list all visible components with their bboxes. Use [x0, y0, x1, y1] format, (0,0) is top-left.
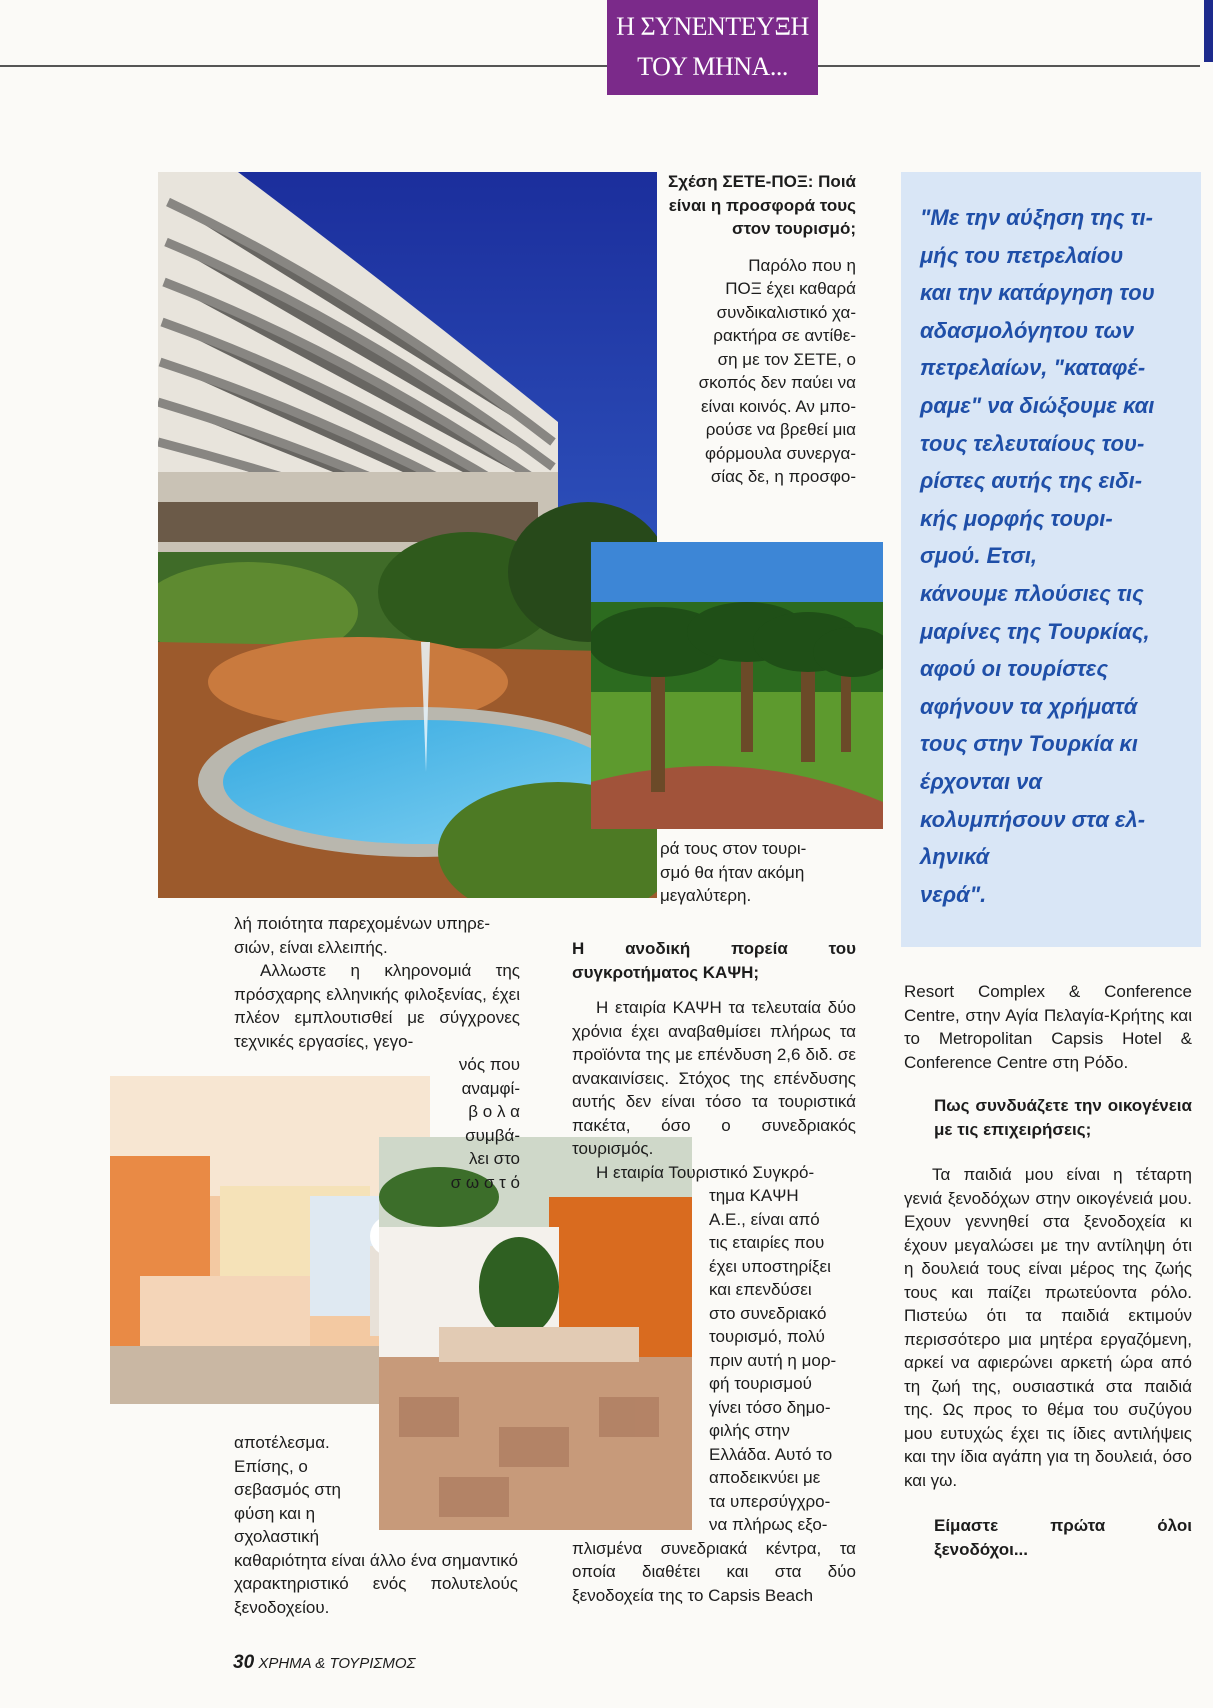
- banner-line-1: Η ΣΥΝΕΝΤΕΥΞΗ: [616, 12, 809, 41]
- left-line: σεβασμός στη: [234, 1480, 341, 1499]
- page-number: 30: [233, 1652, 255, 1673]
- answer-line: αποδεικνύει με: [709, 1468, 821, 1487]
- left-line: λει στο: [469, 1149, 520, 1168]
- left-line: Επίσης, ο: [234, 1456, 308, 1476]
- question-heading: Σχέση ΣΕΤΕ-ΠΟΞ: Ποιά είναι η προσφορά τους στον τουρισμό;: [668, 172, 856, 238]
- pull-quote-line: τους τελευταίους του-: [920, 430, 1145, 456]
- pull-quote-line: αφού οι τουρίστες: [920, 656, 1109, 682]
- answer-line: τημα ΚΑΨΗ: [709, 1186, 799, 1205]
- answer-line: ρούσε να βρεθεί μια: [705, 420, 856, 439]
- palm-garden-photo: [591, 542, 883, 829]
- left-line: σιών, είναι ελλειπής.: [234, 937, 388, 957]
- pull-quote-line: πετρελαίων, "καταφέ-: [920, 355, 1146, 381]
- answer-line: και επενδύσει: [709, 1280, 812, 1299]
- banner-line-2: ΤΟΥ ΜΗΝΑ...: [637, 52, 788, 81]
- hotel-exterior-photo: [158, 172, 657, 898]
- q1-continuation: [660, 837, 856, 908]
- answer-line: έχει υποστηρίξει: [709, 1256, 831, 1276]
- left-line: β ο λ α: [468, 1102, 520, 1121]
- answer-line: ρακτήρα σε αντίθε-: [713, 326, 856, 345]
- answer-line: γίνει τόσο δημο-: [709, 1397, 831, 1417]
- pull-quote-line: ραμε" να διώξουμε και: [920, 392, 1155, 418]
- pull-quote-line: αφήνουν τα χρήματά: [920, 693, 1138, 719]
- answer-line: ρά τους στον τουρι-: [660, 839, 807, 858]
- answer-line: στο συνεδριακό: [709, 1303, 827, 1323]
- left-line: λή ποιότητα παρεχομένων υπηρε-: [234, 914, 491, 933]
- answer-paragraph-2-start: Η εταιρία Τουριστικό Συγκρό-: [596, 1162, 815, 1182]
- right-paragraph: Resort Complex & Conference Centre, στην Αγία Πελαγία-Κρήτης και το Metropolitan Capsis Hotel & Conference Centre στη Ρόδο.: [904, 982, 1192, 1072]
- pull-quote-line: μής του πετρελαίου: [920, 242, 1124, 268]
- answer-line: μεγαλύτερη.: [660, 886, 752, 905]
- pull-quote-line: ρίστες αυτής της ειδι-: [920, 468, 1143, 494]
- answer-line: σκοπός δεν παύει να: [698, 373, 856, 392]
- left-paragraph-end: καθαριότητα είναι άλλο ένα σημαντικό χαρακτηριστικό ενός πολυτελούς ξενοδοχείου.: [234, 1550, 518, 1617]
- answer-line: τις εταιρίες που: [709, 1233, 825, 1252]
- header-rule: [0, 65, 1200, 67]
- answer-line: ση με τον ΣΕΤΕ, ο: [717, 349, 856, 369]
- pull-quote-line: αδασμολόγητου των: [920, 317, 1135, 343]
- pull-quote-line: τους στην Τουρκία κι: [920, 731, 1138, 757]
- left-line: αποτέλεσμα.: [234, 1433, 330, 1452]
- answer-line: τουρισμό, πολύ: [709, 1327, 825, 1346]
- answer-line: ΠΟΞ έχει καθαρά: [725, 279, 856, 298]
- answer-line: φόρμουλα συνεργα-: [704, 443, 856, 463]
- answer-line: σίας δε, η προσφο-: [710, 467, 856, 486]
- pull-quote-line: "Με την αύξηση της τι-: [920, 205, 1153, 230]
- answer-line: φιλής στην: [709, 1421, 790, 1440]
- answer-line: Ελλάδα. Αυτό το: [709, 1444, 833, 1464]
- pull-quote-line: κής μορφής τουρι-: [920, 505, 1113, 531]
- pull-quote: [920, 199, 1182, 913]
- question-heading-3: Πως συνδυάζετε την οικογένεια με τις επιχειρήσεις;: [934, 1096, 1192, 1139]
- answer-line: Α.Ε., είναι από: [709, 1209, 820, 1229]
- page-footer: [233, 1652, 416, 1674]
- section-banner: [607, 0, 818, 95]
- pull-quote-line: και την κατάργηση του: [920, 280, 1155, 306]
- question-heading-2: Η ανοδική πορεία του συγκροτήματος ΚΑΨΗ;: [572, 939, 856, 982]
- left-column-bottom: [234, 1431, 518, 1619]
- left-column-top: [234, 912, 520, 1053]
- q2-block: [572, 937, 856, 1607]
- left-line: σχολαστική: [234, 1527, 320, 1546]
- answer-line: σμό θα ήταν ακόμη: [660, 862, 805, 882]
- page-edge-bar: [1204, 0, 1213, 62]
- left-paragraph: Αλλωστε η κληρονομιά της πρόσχαρης ελληνικής φιλοξενίας, έχει πλέον εμπλουτισθεί με σύγχρονες τεχνικές εργασίες, γεγο-: [234, 961, 520, 1051]
- magazine-name: ΧΡΗΜΑ & ΤΟΥΡΙΣΜΟΣ: [258, 1655, 416, 1672]
- pull-quote-line: κολυμπήσουν στα ελ-: [920, 806, 1146, 832]
- pull-quote-line: μαρίνες της Τουρκίας,: [920, 618, 1150, 644]
- answer-line: συνδικαλιστικό χα-: [716, 302, 856, 322]
- question-heading-4: Είμαστε πρώτα όλοι ξενοδόχοι...: [934, 1516, 1192, 1559]
- right-column: [904, 980, 1192, 1561]
- answer-line: τα υπερσύγχρο-: [709, 1491, 831, 1511]
- pull-quote-line: σμού. Ετσι,: [920, 543, 1038, 569]
- answer-paragraph-3: Τα παιδιά μου είναι η τέταρτη γενιά ξενοδόχων στην οικογένειά μου. Εχουν γεννηθεί στα ξενοδοχεία κι έχουν μεγαλώσει με την αντίληψη ότι η δουλειά τους είναι μέρος της ζωής τους και παίζει πρωτεύοντα ρόλο. Πιστεύω ότι τα παιδιά εκτιμούν περισσότερο μια μητέρα εργαζόμενη, αρκεί να αφιερώνει αρκετή ώρα από τη ζωή της, ουσιαστικά στα παιδιά της. Ως προς το θέμα του συζύγου μου ευτυχώς έχει τις ίδιες αντιλήψεις και την ίδια αγάπη για τη δουλειά, όσο και γω.: [904, 1165, 1192, 1490]
- left-line: συμβά-: [465, 1125, 520, 1145]
- answer-paragraph-2-end: πλισμένα συνεδριακά κέντρα, τα οποία διαθέτει και στα δύο ξενοδοχεία της το Capsis Beach: [572, 1538, 856, 1605]
- answer-line: φή τουρισμού: [709, 1374, 812, 1393]
- q1-block: [652, 170, 856, 489]
- pull-quote-line: έρχονται να: [920, 768, 1043, 794]
- left-narrow-text: [448, 1053, 520, 1194]
- left-line: φύση και η: [234, 1503, 316, 1523]
- answer-line: Παρόλο που η: [748, 255, 856, 275]
- left-line: σ ω σ τ ό: [450, 1172, 520, 1192]
- pull-quote-line: κάνουμε πλούσιες τις: [920, 580, 1144, 606]
- left-line: νός που: [458, 1055, 520, 1074]
- pull-quote-line: ληνικά: [920, 844, 990, 870]
- answer-line: πριν αυτή η μορ-: [709, 1350, 837, 1370]
- answer-line: είναι κοινός. Αν μπο-: [700, 396, 856, 416]
- answer-paragraph: Η εταιρία ΚΑΨΗ τα τελευταία δύο χρόνια έχει αναβαθμίσει πλήρως τα προϊόντα της με επένδυση 2,6 διδ. σε ανακαινίσεις. Στόχος της επένδυσης αυτής δεν είναι τόσο τα τουριστικά πακέτα, όσο ο συνεδριακός τουρισμός.: [572, 998, 856, 1158]
- pull-quote-line: νερά".: [920, 881, 987, 907]
- left-line: αναμφί-: [461, 1078, 520, 1098]
- answer-line: να πλήρως εξο-: [709, 1515, 828, 1534]
